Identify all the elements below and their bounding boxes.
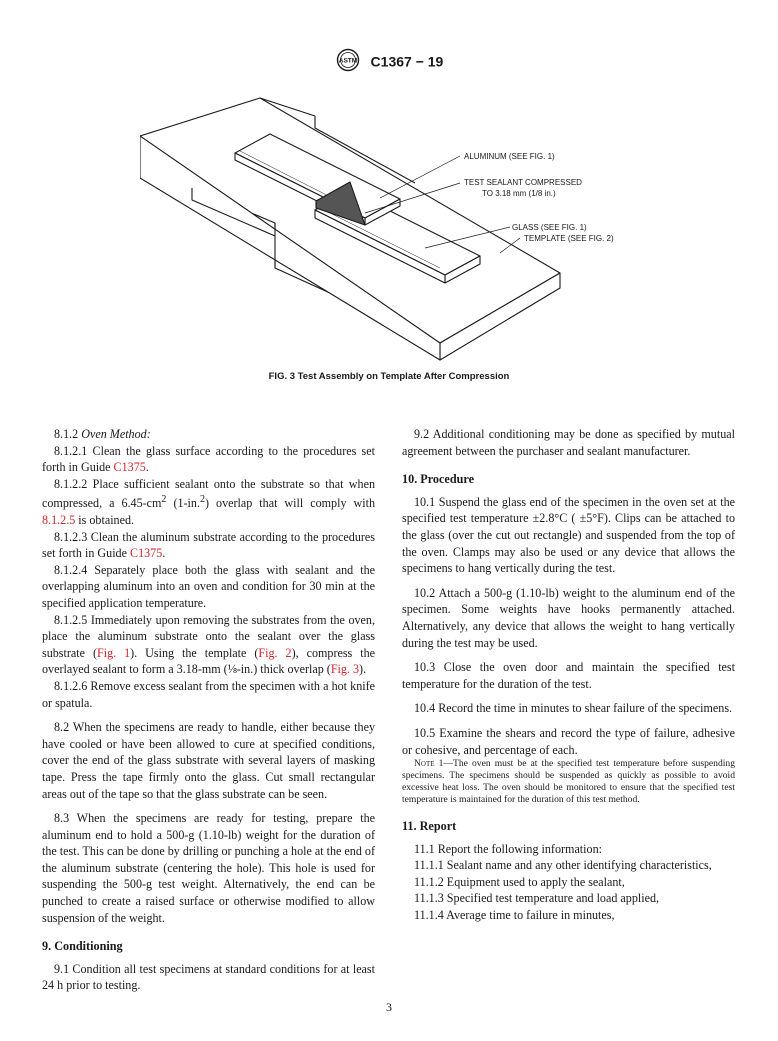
link-fig-3[interactable]: Fig. 3 [330,662,360,677]
right-column [402,426,735,924]
heading-10-procedure: 10. Procedure [402,472,474,487]
page-number: 3 [386,1000,392,1014]
link-8-1-2-5[interactable]: 8.1.2.5 [42,513,76,527]
section-11-1-3: 11.1.3 Specified test temperature and load applied, [414,891,660,906]
section-10-1: 10.1 Suspend the glass end of the specimen in the oven set at the specified test temperature ±2.8°C ( ±5°F). Clips can be attached to the glass (over the cut out rectangle) and suspended from the top of the oven. Clamps may also be used or any device that allows the specimens to hang vertically during the test. [402,494,735,576]
section-8-1-2-1: 8.1.2.1 Clean the glass surface according to the procedures set forth in Guide C1375. [42,443,375,475]
label-template: TEMPLATE (SEE FIG. 2) [524,234,614,243]
page-header [0,48,778,75]
note-1: Note 1—The oven must be at the specified test temperature before suspending specimens. The specimens should be suspended as quickly as possible to avoid excessive heat loss. The oven should be monitored to ensure that the specified test temperature is maintained for the duration of this test method. [402,758,735,806]
document-number: C1367 − 19 [370,53,444,70]
heading-9-conditioning: 9. Conditioning [42,939,123,954]
section-11-1-1: 11.1.1 Sealant name and any other identifying characteristics, [414,858,712,873]
figure-caption: FIG. 3 Test Assembly on Template After Compression [268,371,510,382]
link-fig-1[interactable]: Fig. 1 [96,645,131,660]
section-8-1-2-5: 8.1.2.5 Immediately upon removing the substrates from the oven, place the aluminum substrate onto the sealant over the glass substrate (Fig. 1). Using the template (Fig. 2), compress the overlayed sealant to form a 3.18-mm (⅛-in.) thick overlap (Fig. 3). [42,612,375,677]
section-8-1-2-3: 8.1.2.3 Clean the aluminum substrate according to the procedures set forth in Guide C1375. [42,529,375,561]
link-c1375[interactable]: C1375 [130,546,163,561]
section-8-1-2-4: 8.1.2.4 Separately place both the glass with sealant and the overlapping aluminum into an oven and condition for 30 min at the specified application temperature. [42,562,375,610]
section-10-4: 10.4 Record the time in minutes to shear failure of the specimens. [414,701,733,716]
label-glass: GLASS (SEE FIG. 1) [512,223,587,232]
section-8-3: 8.3 When the specimens are ready for testing, prepare the aluminum end to hold a 500-g (1.10-lb) weight for the duration of the test. This can be done by drilling or punching a hole at the end of the aluminum substrate (centering the hole). This hole is used for suspending the 500-g test weight. Alternatively, the end can be punched to create a raised surface or otherwise modified to allow suspension of the weight. [42,811,375,925]
logo-text: ASTM [338,57,357,65]
section-9-2: 9.2 Additional conditioning may be done as specified by mutual agreement between the purchaser and sealant manufacturer. [402,427,735,458]
section-8-1-2-2: 8.1.2.2 Place sufficient sealant onto the substrate so that when compressed, a $6.45-cm^2$ (1-in.$^2$) overlap that will comply with 8.1.2.5 is obtained. [42,476,375,527]
section-9-1: 9.1 Condition all test specimens at standard conditions for at least 24 h prior to testing. [42,961,375,993]
section-11-1: 11.1 Report the following information: [414,841,602,856]
section-10-5: 10.5 Examine the shears and record the type of failure, adhesive or cohesive, and percentage of each. [402,725,735,757]
label-sealant-line1: TEST SEALANT COMPRESSED [464,178,582,187]
label-aluminum: ALUMINUM (SEE FIG. 1) [464,152,555,161]
link-c1375[interactable]: C1375 [113,460,146,475]
heading-11-report: 11. Report [402,819,457,834]
link-fig-2[interactable]: Fig. 2 [258,645,292,660]
section-10-2: 10.2 Attach a 500-g (1.10-lb) weight to the aluminum end of the specimen. Some weights have hooks permanently attached. Alternatively, any device that allows the weight to hang vertically during the test may be used. [402,585,735,650]
section-10-3: 10.3 Close the oven door and maintain the specified test temperature for the duration of the test. [402,660,735,691]
figure-3-drawing [140,88,640,378]
section-11-1-2: 11.1.2 Equipment used to apply the sealant, [414,874,625,889]
astm-logo-icon [335,48,361,75]
section-8-1-2-6: 8.1.2.6 Remove excess sealant from the specimen with a hot knife or spatula. [42,678,375,710]
label-sealant-line2: TO 3.18 mm (1/8 in.) [482,189,556,198]
section-11-1-4: 11.1.4 Average time to failure in minutes, [414,908,615,923]
left-column [42,426,375,994]
section-8-2: 8.2 When the specimens are ready to handle, either because they have cooled or have been allowed to cure at specified conditions, cover the end of the glass substrate with several layers of masking tape. Press the tape firmly onto the glass. Cut small rectangular areas out of the tape so that the glass substrate can be seen. [42,720,375,801]
section-8-1-2: 8.1.2 Oven Method: [54,427,151,441]
